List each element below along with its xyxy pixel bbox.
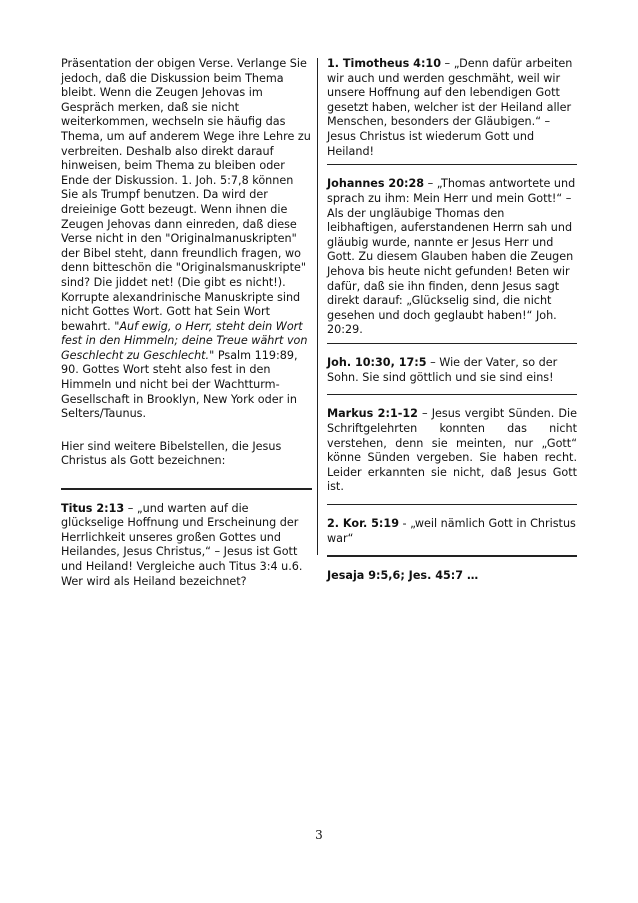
verse-jesaja: Jesaja 9:5,6; Jes. 45:7 … <box>327 568 479 582</box>
verse-text: – Jesus vergibt Sünden. Die Schriftgelehrten konnten das nicht verstehen, denn sie meinten, nur „Gott“ könne Sünden vergeben. Sie haben recht. Leider erkannten sie nicht, daß Jesus Gott ist. <box>327 407 577 494</box>
column-divider <box>317 58 318 555</box>
page-number: 3 <box>315 828 323 842</box>
psalm-quote: "Auf ewig, o Herr, steht dein Wort fest in den Himmeln; deine Treue währt von Geschlecht zu Geschlecht." <box>61 319 308 362</box>
verse-korinther <box>327 517 577 546</box>
right-column <box>327 57 577 583</box>
verse-markus <box>327 407 577 495</box>
verse-reference: Joh. 10:30, 17:5 <box>327 356 427 370</box>
intro-text: Präsentation der obigen Verse. Verlange Sie jedoch, daß die Diskussion beim Thema bleibt. Wenn die Zeugen Jehovas im Gespräch merken, daß sie nicht weiterkommen, wechseln sie häufig das Thema, um auf anderem Wege ihre Lehre zu verbreiten. Deshalb also direkt darauf hinweisen, beim Thema zu bleiben oder Ende der Diskussion. 1. Joh. 5:7,8 können Sie als Trumpf benutzen. Da wird der dreieinige Gott bezeugt. Wenn ihnen die Zeugen Jehovas dann einreden, daß diese Verse nicht in den "Originalmanuskripten" der Bibel steht, dann freundlich fragen, wo denn bitteschön die "Originalsmanuskripte" sind? Die jiddet net! (Die gibt es nicht!). Korrupte alexandrinische Manuskripte sind nicht Gottes Wort. Gott hat Sein Wort bewahrt. <box>61 57 311 333</box>
verse-text: – „und warten auf die glückselige Hoffnung und Erscheinung der Herrlichkeit unseres großen Gottes und Heilandes, Jesus Christus,“ – Jesus ist Gott und Heiland! Vergleiche auch Titus 3:4 u.6. Wer wird als Heiland bezeichnet? <box>61 501 303 588</box>
verse-text: – „Thomas antwortete und sprach zu ihm: Mein Herr und mein Gott!“ – Als der ungläubige Thomas den leibhaftigen, auferstandenen Herrn sah und gläubig wurde, nannte er Jesus Herr und Gott. Zu diesem Glauben haben die Zeugen Jehova bis heute nicht gefunden! Beten wir dafür, daß sie ihn finden, denn Jesus sagt direkt darauf: „Glückselig sind, die nicht gesehen und doch geglaubt haben!“ Joh. 20:29. <box>327 177 576 337</box>
verse-reference: Markus 2:1-12 <box>327 407 418 421</box>
verse-text: – Wie der Vater, so der Sohn. Sie sind göttlich und sie sind eins! <box>327 356 558 384</box>
verse-text: - „weil nämlich Gott in Christus war“ <box>327 517 576 545</box>
verse-reference: 1. Timotheus 4:10 <box>327 57 441 70</box>
verse-johannes-20 <box>327 177 577 338</box>
verse-johannes-10 <box>327 356 577 385</box>
intro-paragraph <box>61 57 312 422</box>
left-column <box>61 57 312 589</box>
verse-reference: 2. Kor. 5:19 <box>327 517 399 531</box>
verse-reference: Johannes 20:28 <box>327 177 425 191</box>
verse-timotheus <box>327 57 577 159</box>
bible-verses-intro: Hier sind weitere Bibelstellen, die Jesus Christus als Gott bezeichnen: <box>61 439 282 468</box>
verse-titus <box>61 502 312 590</box>
intro-text-end: Psalm 119:89, 90. Gottes Wort steht also fest in den Himmeln und nicht bei der Wachtturm-Gesellschaft in Brooklyn, New York oder in Selters/Taunus. <box>61 348 298 421</box>
verse-reference: Titus 2:13 <box>61 501 125 515</box>
verse-text: – „Denn dafür arbeiten wir auch und werden geschmäht, weil wir unsere Hoffnung auf den lebendigen Gott gesetzt haben, welcher ist der Heiland aller Menschen, besonders der Gläubigen.“ – Jesus Christus ist wiederum Gott und Heiland! <box>327 57 573 158</box>
